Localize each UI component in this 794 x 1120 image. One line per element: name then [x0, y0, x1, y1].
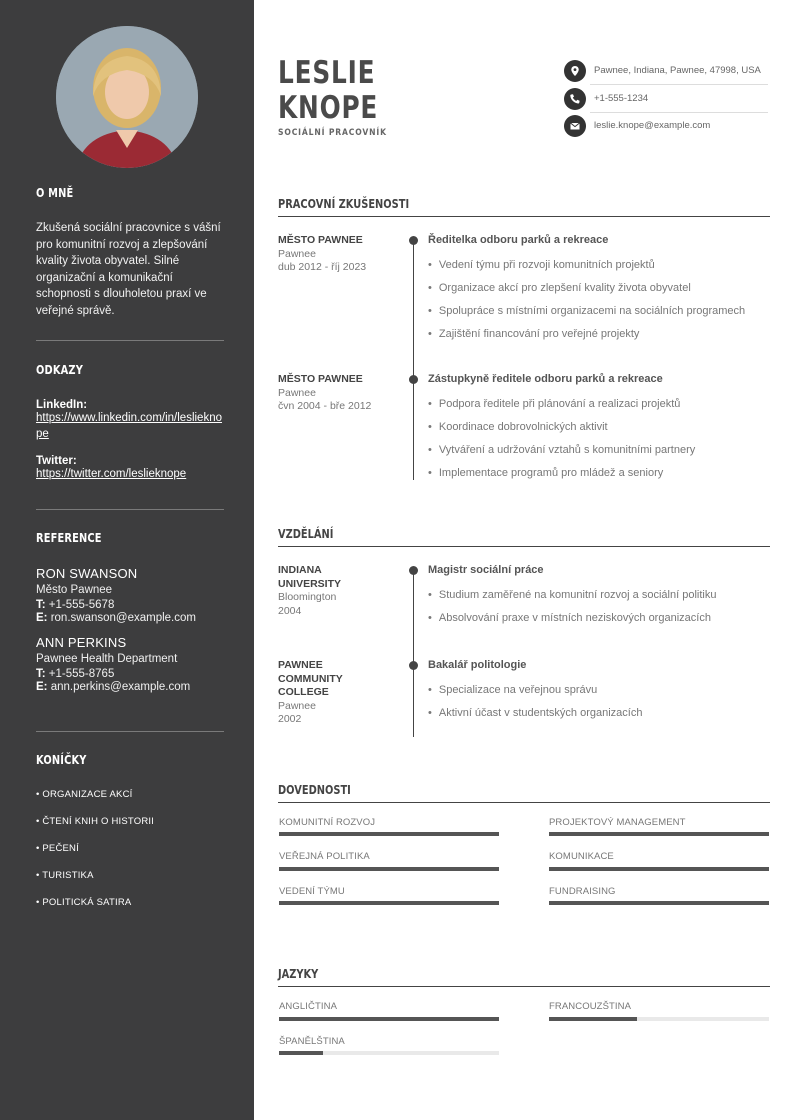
contact-email	[564, 112, 768, 139]
language-label: ŠPANĚLŠTINA	[279, 1036, 345, 1047]
education-timeline	[413, 570, 414, 737]
hobby-list	[36, 789, 224, 908]
twitter-link[interactable]: https://twitter.com/leslieknope	[36, 468, 187, 480]
skill-bar	[279, 867, 499, 871]
skill-label: VEDENÍ TÝMU	[279, 886, 345, 897]
reference-name: RON SWANSON	[36, 566, 138, 581]
skill-bar-fill	[549, 867, 769, 871]
education-bullet: • Studium zaměřené na komunitní rozvoj a sociální politiku	[428, 589, 768, 601]
experience-bullet: • Vytváření a udržování vztahů s komunitními partnery	[428, 444, 768, 456]
skill-bar-fill	[549, 832, 769, 836]
link-label: Twitter:	[36, 455, 77, 467]
reference-phone: T: +1-555-8765	[36, 668, 115, 680]
reference-name: ANN PERKINS	[36, 635, 127, 650]
reference-email: E: ann.perkins@example.com	[36, 681, 191, 693]
phone-text: +1-555-1234	[594, 93, 649, 104]
section-rule	[278, 546, 770, 547]
reference-item	[36, 566, 224, 624]
job-role: SOCIÁLNÍ PRACOVNÍK	[278, 128, 387, 138]
contact-phone	[564, 85, 768, 112]
references-title: REFERENCE	[36, 531, 102, 545]
skill-bar	[549, 832, 769, 836]
language-label: ANGLIČTINA	[279, 1001, 338, 1012]
language-bar-fill	[279, 1051, 323, 1055]
link-item-twitter	[36, 455, 224, 483]
phone-icon	[564, 88, 586, 110]
language-bar	[549, 1017, 769, 1021]
about-text: Zkušená sociální pracovnice s vášní pro komunitní rozvoj a zlepšování kvality života obyvatel. Silné organizační a komunikační schopnosti s dlouholetou praxí ve veřejné správě.	[36, 222, 221, 317]
address-text: Pawnee, Indiana, Pawnee, 47998, USA	[594, 65, 761, 76]
skills-title: DOVEDNOSTI	[278, 783, 351, 797]
reference-item	[36, 635, 224, 693]
education-bullet: • Specializace na veřejnou správu	[428, 684, 768, 696]
skill-bar-fill	[279, 867, 499, 871]
hobbies-title: KONÍČKY	[36, 753, 87, 767]
language-bar	[279, 1017, 499, 1021]
sidebar-divider	[36, 340, 224, 341]
skill-label: VEŘEJNÁ POLITIKA	[279, 851, 370, 862]
education-bullet: • Absolvování praxe v místních neziskových organizacích	[428, 612, 768, 624]
reference-org: Pawnee Health Department	[36, 653, 178, 665]
education-bullet: • Aktivní účast v studentských organizacích	[428, 707, 768, 719]
languages-title: JAZYKY	[278, 967, 319, 981]
education-degree: Bakalář politologie	[428, 659, 527, 671]
skill-bar-fill	[279, 832, 499, 836]
experience-org: MĚSTO PAWNEE Pawnee čvn 2004 - bře 2012	[278, 373, 372, 412]
link-item-linkedin	[36, 399, 224, 442]
language-bar	[279, 1051, 499, 1055]
experience-bullet: • Vedení týmu při rozvoji komunitních projektů	[428, 259, 768, 271]
mail-icon	[564, 115, 586, 137]
skill-bar-fill	[279, 901, 499, 905]
language-bar-fill	[549, 1017, 637, 1021]
timeline-dot	[409, 661, 418, 670]
sidebar-divider	[36, 509, 224, 510]
section-rule	[278, 986, 770, 987]
experience-bullet: • Spolupráce s místními organizacemi na sociálních programech	[428, 305, 768, 317]
links-title: ODKAZY	[36, 363, 84, 377]
skill-bar	[549, 867, 769, 871]
contact-address	[564, 57, 768, 84]
experience-position: Zástupkyně ředitele odboru parků a rekreace	[428, 373, 663, 385]
link-label: LinkedIn:	[36, 399, 88, 411]
education-org: PAWNEE COMMUNITY COLLEGE Pawnee 2002	[278, 659, 343, 725]
education-title: VZDĚLÁNÍ	[278, 527, 334, 541]
reference-org: Město Pawnee	[36, 584, 113, 596]
reference-email: E: ron.swanson@example.com	[36, 612, 196, 624]
hobby-item: • PEČENÍ	[36, 843, 79, 854]
hobby-item: • ORGANIZACE AKCÍ	[36, 789, 133, 800]
experience-bullet: • Koordinace dobrovolnických aktivit	[428, 421, 768, 433]
portrait-image	[56, 26, 198, 168]
profile-photo	[56, 26, 198, 168]
experience-bullet: • Podpora ředitele při plánování a realizaci projektů	[428, 398, 768, 410]
email-text: leslie.knope@example.com	[594, 120, 711, 131]
about-section	[36, 186, 224, 320]
map-pin-icon	[564, 60, 586, 82]
hobby-item: • TURISTIKA	[36, 870, 94, 881]
hobby-item: • ČTENÍ KNIH O HISTORII	[36, 816, 155, 827]
experience-timeline	[413, 240, 414, 480]
sidebar-divider	[36, 731, 224, 732]
timeline-dot	[409, 566, 418, 575]
person-name: LESLIE KNOPE	[278, 55, 379, 126]
hobby-item: • POLITICKÁ SATIRA	[36, 897, 132, 908]
skill-bar	[279, 901, 499, 905]
experience-bullet: • Organizace akcí pro zlepšení kvality života obyvatel	[428, 282, 768, 294]
timeline-dot	[409, 375, 418, 384]
language-label: FRANCOUZŠTINA	[549, 1001, 632, 1012]
experience-title: PRACOVNÍ ZKUŠENOSTI	[278, 197, 410, 211]
experience-position: Ředitelka odboru parků a rekreace	[428, 234, 609, 246]
section-rule	[278, 216, 770, 217]
reference-phone: T: +1-555-5678	[36, 599, 115, 611]
skill-label: KOMUNIKACE	[549, 851, 614, 862]
skill-bar	[549, 901, 769, 905]
skill-label: FUNDRAISING	[549, 886, 616, 897]
linkedin-link[interactable]: https://www.linkedin.com/in/leslieknope	[36, 412, 222, 440]
skill-label: PROJEKTOVÝ MANAGEMENT	[549, 817, 686, 828]
hobbies-section	[36, 753, 224, 924]
education-degree: Magistr sociální práce	[428, 564, 544, 576]
experience-bullet: • Zajištění financování pro veřejné projekty	[428, 328, 768, 340]
references-section	[36, 531, 224, 693]
timeline-dot	[409, 236, 418, 245]
skill-bar-fill	[549, 901, 769, 905]
about-title: O MNĚ	[36, 186, 74, 200]
skill-label: KOMUNITNÍ ROZVOJ	[279, 817, 376, 828]
education-org: INDIANA UNIVERSITY Bloomington 2004	[278, 564, 342, 617]
experience-org: MĚSTO PAWNEE Pawnee dub 2012 - říj 2023	[278, 234, 367, 273]
skill-bar	[279, 832, 499, 836]
section-rule	[278, 802, 770, 803]
links-section	[36, 363, 224, 483]
experience-bullet: • Implementace programů pro mládež a seniory	[428, 467, 768, 479]
language-bar-fill	[279, 1017, 499, 1021]
